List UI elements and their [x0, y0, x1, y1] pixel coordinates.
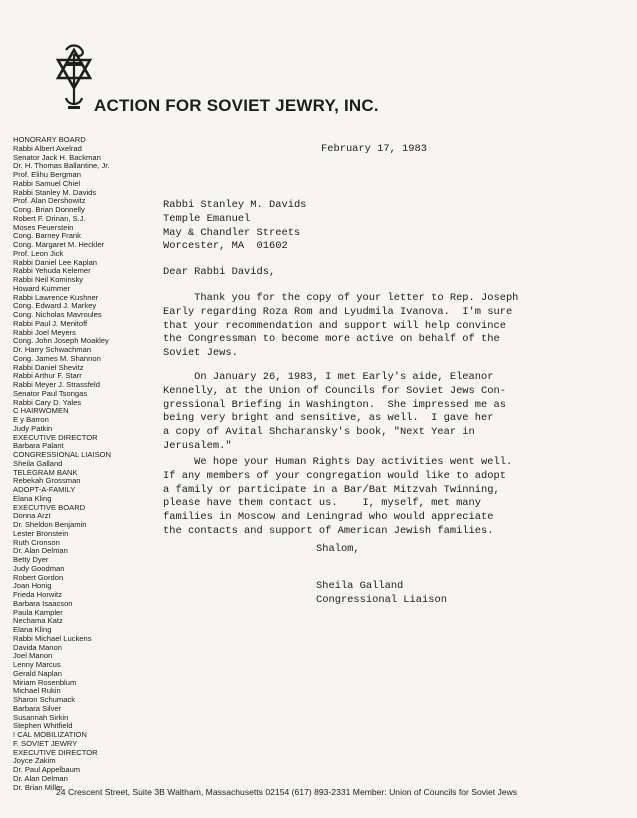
sidebar-name: Dr. Sheldon Benjamin	[13, 520, 87, 529]
paragraph-line: a copy of Avital Shcharansky's book, "Next Year in	[163, 426, 475, 439]
sidebar-name: Cong. Barney Frank	[13, 231, 81, 241]
sidebar-name: Rabbi Neil Kominsky	[13, 275, 84, 284]
sidebar-name: Dr. Paul Appelbaum	[13, 765, 81, 774]
sidebar-name: Moses Feuerstein	[13, 222, 74, 232]
sidebar-name: Joel Manon	[13, 651, 53, 661]
letter-closing: Shalom,	[316, 543, 360, 555]
sidebar-name: Frieda Horwitz	[13, 590, 62, 599]
sidebar-name: Dr. Alan Delman	[13, 773, 68, 783]
sidebar-name: Nechama Katz	[13, 616, 63, 626]
paragraph-line: please have them contact us. I, myself, met many	[163, 497, 482, 510]
sidebar-name: Rabbi Arthur F. Starr	[13, 371, 82, 381]
paragraph-line: Thank you for the copy of your letter to Rep. Joseph	[163, 292, 519, 304]
sidebar-name: Judy Patkin	[13, 423, 53, 433]
paragraph-line: a family or participate in a Bar/Bat Mitzvah Twinning,	[163, 483, 500, 496]
address-line: Temple Emanuel	[163, 212, 251, 225]
sidebar-name: Donna Arzt	[13, 511, 51, 521]
sidebar-name: Cong. Nicholas Mavroules	[13, 310, 102, 319]
sidebar-name: Elana Kling	[13, 625, 52, 634]
sidebar-heading: EXECUTIVE BOARD	[13, 502, 86, 512]
sidebar-name: Rabbi Cary D. Yales	[13, 397, 82, 407]
paragraph-line: the contacts and support of American Jewish families.	[163, 524, 494, 537]
paragraph-line: being very bright and sensitive, as well. I gave her	[163, 412, 494, 425]
sidebar-name: Dr. Alan Delman	[13, 546, 68, 556]
sidebar-name: Rabbi Samuel Chiel	[13, 178, 81, 188]
paragraph-line: Kennelly, at the Union of Councils for Soviet Jews Con-	[163, 384, 506, 397]
sidebar-name: Barbara Isaacson	[13, 598, 73, 608]
sidebar-heading: EXECUTIVE DIRECTOR	[13, 747, 98, 757]
sidebar-name: Cong. James M. Shannon	[13, 353, 101, 363]
sidebar-name: Rabbi Stanley M. Davids	[13, 187, 97, 197]
sidebar-name: Elana Kling	[13, 493, 52, 503]
paragraph-line: We hope your Human Rights Day activities went well.	[163, 456, 513, 468]
sidebar-name: Rabbi Daniel Lee Kaplan	[13, 257, 98, 267]
sidebar-name: Sharon Schumack	[13, 695, 76, 704]
paragraph-line: On January 26, 1983, I met Early's aide, Eleanor	[163, 371, 494, 383]
sidebar-name: Cong. Edward J. Markey	[13, 301, 97, 311]
sidebar-name: Barbara Palant	[13, 441, 64, 451]
sidebar-name: Dr. H. Thomas Ballantine, Jr.	[13, 161, 110, 171]
sidebar-name: Susannah Sirkin	[13, 712, 69, 722]
sidebar-name: Paula Kampler	[13, 607, 63, 617]
letter-date: February 17, 1983	[321, 143, 428, 155]
salutation: Dear Rabbi Davids,	[163, 266, 276, 278]
sidebar-name: E y Barron	[13, 415, 49, 424]
sidebar-name: Gerald Naplan	[13, 668, 62, 678]
sidebar-name: Senator Jack H. Backman	[13, 152, 101, 162]
sidebar-name: Cong. Brian Donnelly	[13, 205, 85, 214]
address-line: Rabbi Stanley M. Davids	[163, 199, 307, 211]
sidebar-name: Dr. Harry Schwachman	[13, 345, 92, 354]
sidebar-name: Howard Kummer	[13, 283, 70, 293]
paragraph-line: gressional Briefing in Washington. She impressed me as	[163, 398, 506, 411]
sidebar-name: Cong. Margaret M. Heckler	[13, 240, 105, 249]
board-member-list	[13, 136, 153, 792]
sidebar-name: Joyce Zakim	[13, 756, 56, 766]
sidebar-name: Prof. Alan Dershowitz	[13, 196, 86, 206]
paragraph-line: If any members of your congregation would like to adopt	[163, 469, 506, 482]
sidebar-name: Prof. Elihu Bergman	[13, 170, 81, 179]
sidebar-name: Rabbi Lawrence Kushner	[13, 292, 99, 302]
sidebar-name: Betty Dyer	[13, 555, 49, 564]
sidebar-name: Robert Gordon	[13, 572, 64, 582]
sidebar-name: Robert F. Drinan, S.J.	[13, 213, 86, 223]
sidebar-name: Michael Rukin	[13, 686, 61, 696]
sidebar-heading: HONORARY BOARD	[13, 135, 86, 144]
sidebar-name: Miriam Rosenblum	[13, 677, 77, 687]
sidebar-heading: TELEGRAM BANK	[13, 467, 78, 477]
star-of-david-logo-icon	[52, 40, 96, 116]
sidebar-name: Dr. Brian Miller	[13, 782, 63, 792]
organization-name: ACTION FOR SOVIET JEWRY, INC.	[94, 96, 379, 115]
sidebar-heading: CONGRESSIONAL LIAISON	[13, 450, 112, 459]
letter-paragraph	[163, 371, 506, 454]
sidebar-heading: EXECUTIVE DIRECTOR	[13, 432, 98, 442]
sidebar-name: Rabbi Joel Meyers	[13, 327, 76, 337]
footer-address: 24 Crescent Street, Suite 3B Waltham, Massachusetts 02154 (617) 893-2331 Member: Union of Councils for Soviet Jews	[56, 787, 518, 797]
sidebar-name: Barbara Silver	[13, 703, 62, 713]
paragraph-line: the Congressman to become more active on behalf of the	[163, 333, 500, 346]
address-line: May & Chandler Streets	[163, 226, 301, 239]
sidebar-name: Stephen Whitfield	[13, 721, 73, 731]
paragraph-line: Early regarding Roza Rom and Lyudmila Ivanova. I'm sure	[163, 305, 513, 318]
signer-name: Sheila Galland	[316, 580, 404, 592]
sidebar-heading: F. SOVIET JEWRY	[13, 738, 78, 748]
sidebar-name: Cong. John Joseph Moakley	[13, 336, 109, 346]
sidebar-name: Rabbi Daniel Shevitz	[13, 362, 84, 372]
paragraph-line: that your recommendation and support will help convince	[163, 319, 506, 332]
letter-paragraph	[163, 292, 518, 361]
sidebar-name: Judy Goodman	[13, 563, 65, 573]
sidebar-name: Rabbi Paul J. Menitoff	[13, 318, 88, 328]
sidebar-name: Rabbi Yehuda Kelemer	[13, 266, 91, 276]
letter-paragraph	[163, 456, 512, 539]
sidebar-heading: ADOPT-A-FAMILY	[13, 485, 76, 494]
sidebar-name: Lenny Marcus	[13, 660, 61, 669]
sidebar-name: Rabbi Michael Luckens	[13, 633, 92, 643]
paragraph-line: Jerusalem."	[163, 439, 232, 452]
sidebar-name: Prof. Leon Jick	[13, 248, 64, 258]
paragraph-line: families in Moscow and Leningrad who would appreciate	[163, 511, 494, 524]
sidebar-heading: C HAIRWOMEN	[13, 406, 69, 416]
signer-title: Congressional Liaison	[316, 594, 447, 606]
sidebar-name: Senator Paul Tsongas	[13, 388, 88, 398]
sidebar-name: Lester Bronstein	[13, 528, 69, 538]
sidebar-name: Ruth Cronson	[13, 537, 60, 547]
sidebar-name: Rebekah Grossman	[13, 476, 81, 486]
paragraph-line: Soviet Jews.	[163, 347, 238, 360]
sidebar-name: Davida Manon	[13, 642, 62, 652]
recipient-address	[163, 199, 306, 254]
sidebar-name: Joan Honig	[13, 581, 52, 591]
sidebar-name: Sheila Galland	[13, 458, 63, 468]
sidebar-heading: ! CAL MOBILIZATION	[13, 730, 87, 739]
sidebar-name: Rabbi Meyer J. Strassfeld	[13, 380, 100, 389]
sidebar-name: Rabbi Albert Axelrad	[13, 143, 82, 153]
address-line: Worcester, MA 01602	[163, 240, 288, 253]
